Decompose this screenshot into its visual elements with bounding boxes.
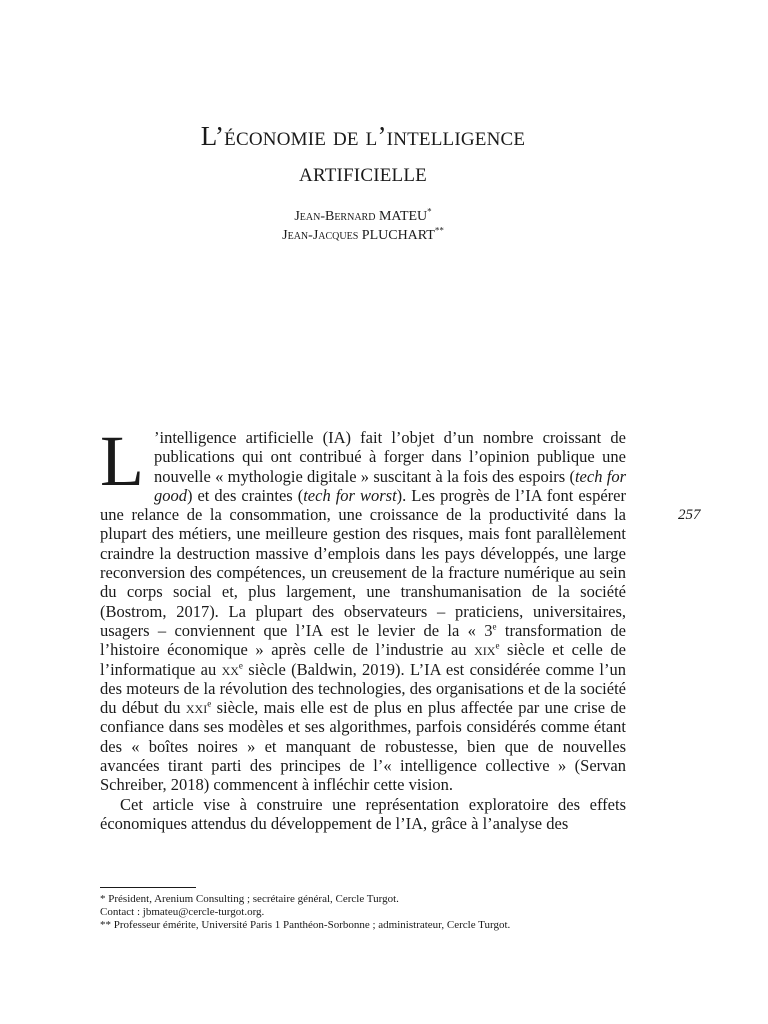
author-2-footnote-mark: ** bbox=[434, 225, 444, 236]
footnote-2: ** Professeur émérite, Université Paris 1 Panthéon-Sorbonne ; administrateur, Cercle Turgot. bbox=[100, 919, 511, 931]
paragraph-1: L ’intelligence artificielle (IA) fait l’objet d’un nombre croissant de publications qui ont contribué à forger dans l’opinion publique une nouvelle « mythologie digitale » suscitant à la fois des espoirs (tech for good) et des craintes (tech for worst). Les progrès de l’IA font espérer une relance de la consommation, une croissance de la productivité dans la plupart des métiers, une meilleure gestion des risques, mais font parallèlement craindre la destruction massive d’emplois dans les pays développés, une large reconversion des compétences, un creusement de la fracture numérique au sein du corps social et, plus largement, une transhumanisation de la société (Bostrom, 2017). La plupart des observateurs – praticiens, universitaires, usagers – conviennent que l’IA est le levier de la « 3e transformation de l’histoire économique » après celle de l’industrie au xix$^e$ siècle et celle de l’informatique au $xx^e$ siècle (Baldwin, 2019). L’IA est considérée comme l’un des moteurs de la révolution des technologies, des organisations et de la société du début du xxi$^e$ siècle, mais elle est de plus en plus affectée par une crise de confiance dans ses modèles et ses algorithmes, parfois considérés comme étant des « boîtes noires » et manquant de robustesse, bien que de nouvelles avancées tirant parti des principes de l’« intelligence collective » (Servan Schreiber, 2018) commencent à infléchir cette vision. bbox=[100, 421, 626, 795]
paragraph-2: Cet article vise à construire une représentation exploratoire des effets économiques attendus du développement de l’IA, grâce à l’analyse des bbox=[100, 794, 626, 833]
author-2 bbox=[100, 226, 626, 245]
footnote-rule bbox=[100, 887, 196, 888]
author-1-footnote-mark: * bbox=[427, 206, 432, 217]
author-list bbox=[100, 207, 626, 245]
drop-cap: L bbox=[100, 421, 144, 501]
author-2-lastname: PLUCHART bbox=[361, 228, 435, 243]
article-body bbox=[100, 421, 626, 833]
emphasis-tech-for-worst: tech for worst bbox=[303, 485, 397, 505]
author-1-firstname: Jean-Bernard bbox=[294, 209, 376, 224]
title-line-2: artificielle bbox=[299, 157, 427, 187]
title-line-1: L’économie de l’intelligence bbox=[200, 121, 526, 151]
author-1 bbox=[100, 207, 626, 226]
page-number: 257 bbox=[678, 507, 701, 523]
article-title bbox=[100, 118, 626, 190]
footnote-contact: Contact : jbmateu@cercle-turgot.org. bbox=[100, 906, 265, 918]
footnotes bbox=[100, 893, 626, 932]
author-1-lastname: MATEU bbox=[378, 209, 428, 224]
footnote-1: * Président, Arenium Consulting ; secrétaire général, Cercle Turgot. bbox=[100, 893, 399, 905]
author-2-firstname: Jean-Jacques bbox=[282, 228, 359, 243]
emphasis-tech-for-good: tech for good bbox=[153, 466, 626, 505]
